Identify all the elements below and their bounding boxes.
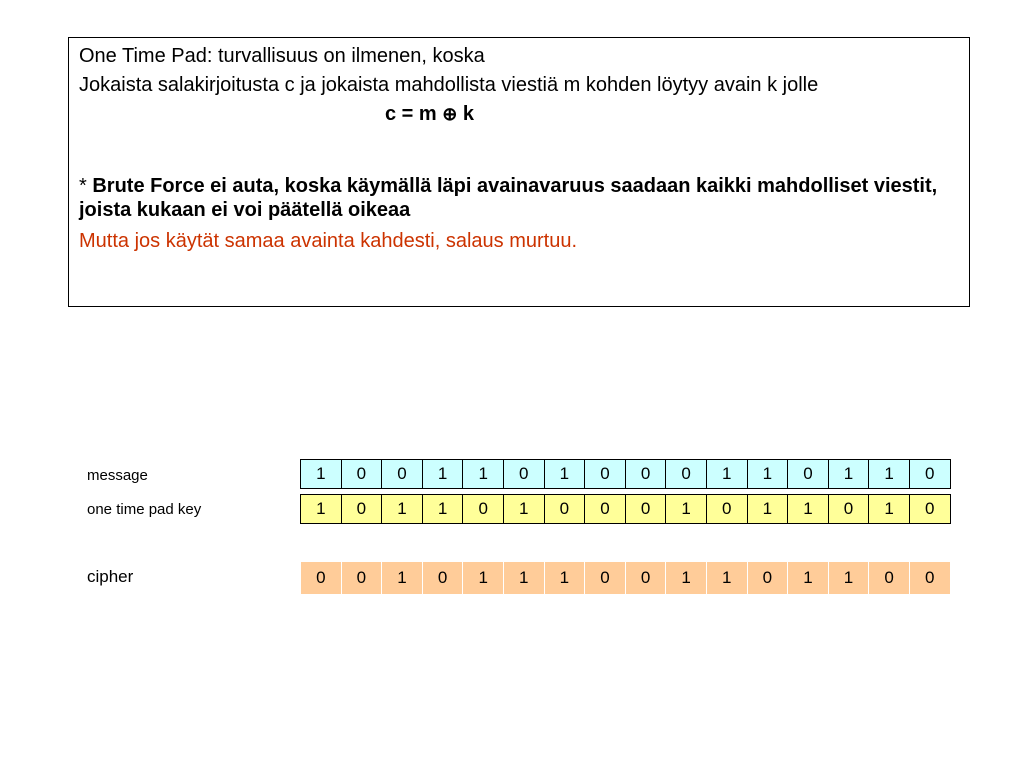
- message-bit-cell: 0: [341, 460, 382, 489]
- cipher-bit-cell: 1: [706, 562, 747, 595]
- message-bit-cell: 0: [625, 460, 666, 489]
- message-bit-cell: 0: [788, 460, 829, 489]
- message-bit-cell: 0: [585, 460, 626, 489]
- message-bit-cell: 1: [301, 460, 342, 489]
- cipher-bit-cell: 1: [544, 562, 585, 595]
- cipher-bit-cell: 1: [503, 562, 544, 595]
- intro-line: One Time Pad: turvallisuus on ilmenen, koska: [79, 45, 485, 67]
- cipher-bit-cell: 0: [585, 562, 626, 595]
- cipher-bit-cell: 0: [869, 562, 910, 595]
- cipher-label: cipher: [87, 567, 134, 586]
- key-bit-cell: 1: [666, 495, 707, 524]
- formula-left: c = m: [385, 103, 443, 125]
- key-bits-table: [300, 494, 951, 524]
- key-bit-cell: 0: [341, 495, 382, 524]
- explanation-box: [68, 37, 970, 307]
- cipher-bits-row: [301, 562, 951, 595]
- formula-right: k: [457, 103, 475, 125]
- cipher-bit-cell: 1: [463, 562, 504, 595]
- key-bit-cell: 0: [828, 495, 869, 524]
- key-bit-cell: 1: [422, 495, 463, 524]
- key-bit-cell: 1: [788, 495, 829, 524]
- key-bit-cell: 0: [585, 495, 626, 524]
- cipher-bit-cell: 0: [625, 562, 666, 595]
- key-bit-cell: 0: [544, 495, 585, 524]
- key-bit-cell: 0: [463, 495, 504, 524]
- message-bit-cell: 1: [544, 460, 585, 489]
- cipher-bit-cell: 1: [382, 562, 423, 595]
- key-bit-cell: 0: [909, 495, 950, 524]
- key-bit-cell: 1: [869, 495, 910, 524]
- brute-force-note: [79, 174, 959, 222]
- message-bit-cell: 0: [503, 460, 544, 489]
- message-bit-cell: 0: [909, 460, 950, 489]
- key-bit-cell: 1: [301, 495, 342, 524]
- key-bits-row: [301, 495, 951, 524]
- brute-force-text: Brute Force ei auta, koska käymällä läpi avainavaruus saadaan kaikki mahdolliset viestit, joista kukaan ei voi päätellä oikeaa: [79, 175, 938, 221]
- cipher-bits-table: [300, 561, 951, 595]
- key-label: one time pad key: [87, 501, 202, 518]
- message-bit-cell: 1: [463, 460, 504, 489]
- xor-symbol-icon: ⊕: [442, 104, 458, 124]
- key-bit-cell: 1: [382, 495, 423, 524]
- key-bit-cell: 1: [747, 495, 788, 524]
- cipher-bit-cell: 0: [341, 562, 382, 595]
- cipher-bit-cell: 1: [828, 562, 869, 595]
- cipher-bit-cell: 0: [422, 562, 463, 595]
- bullet-star: *: [79, 175, 93, 197]
- key-bit-cell: 0: [625, 495, 666, 524]
- message-bit-cell: 1: [747, 460, 788, 489]
- definition-line: Jokaista salakirjoitusta c ja jokaista mahdollista viestiä m kohden löytyy avain k jolle: [79, 74, 819, 96]
- message-bits-row: [301, 460, 951, 489]
- message-bit-cell: 0: [382, 460, 423, 489]
- cipher-bit-cell: 1: [788, 562, 829, 595]
- cipher-bit-cell: 0: [909, 562, 950, 595]
- cipher-bit-cell: 0: [301, 562, 342, 595]
- message-bits-table: [300, 459, 951, 489]
- warning-line: Mutta jos käytät samaa avainta kahdesti, salaus murtuu.: [79, 230, 578, 252]
- message-bit-cell: 1: [422, 460, 463, 489]
- key-bit-cell: 1: [503, 495, 544, 524]
- message-bit-cell: 1: [706, 460, 747, 489]
- key-bit-cell: 0: [706, 495, 747, 524]
- cipher-bit-cell: 0: [747, 562, 788, 595]
- message-label: message: [87, 467, 148, 484]
- message-bit-cell: 1: [828, 460, 869, 489]
- message-bit-cell: 0: [666, 460, 707, 489]
- cipher-bit-cell: 1: [666, 562, 707, 595]
- message-bit-cell: 1: [869, 460, 910, 489]
- xor-formula: [79, 102, 959, 126]
